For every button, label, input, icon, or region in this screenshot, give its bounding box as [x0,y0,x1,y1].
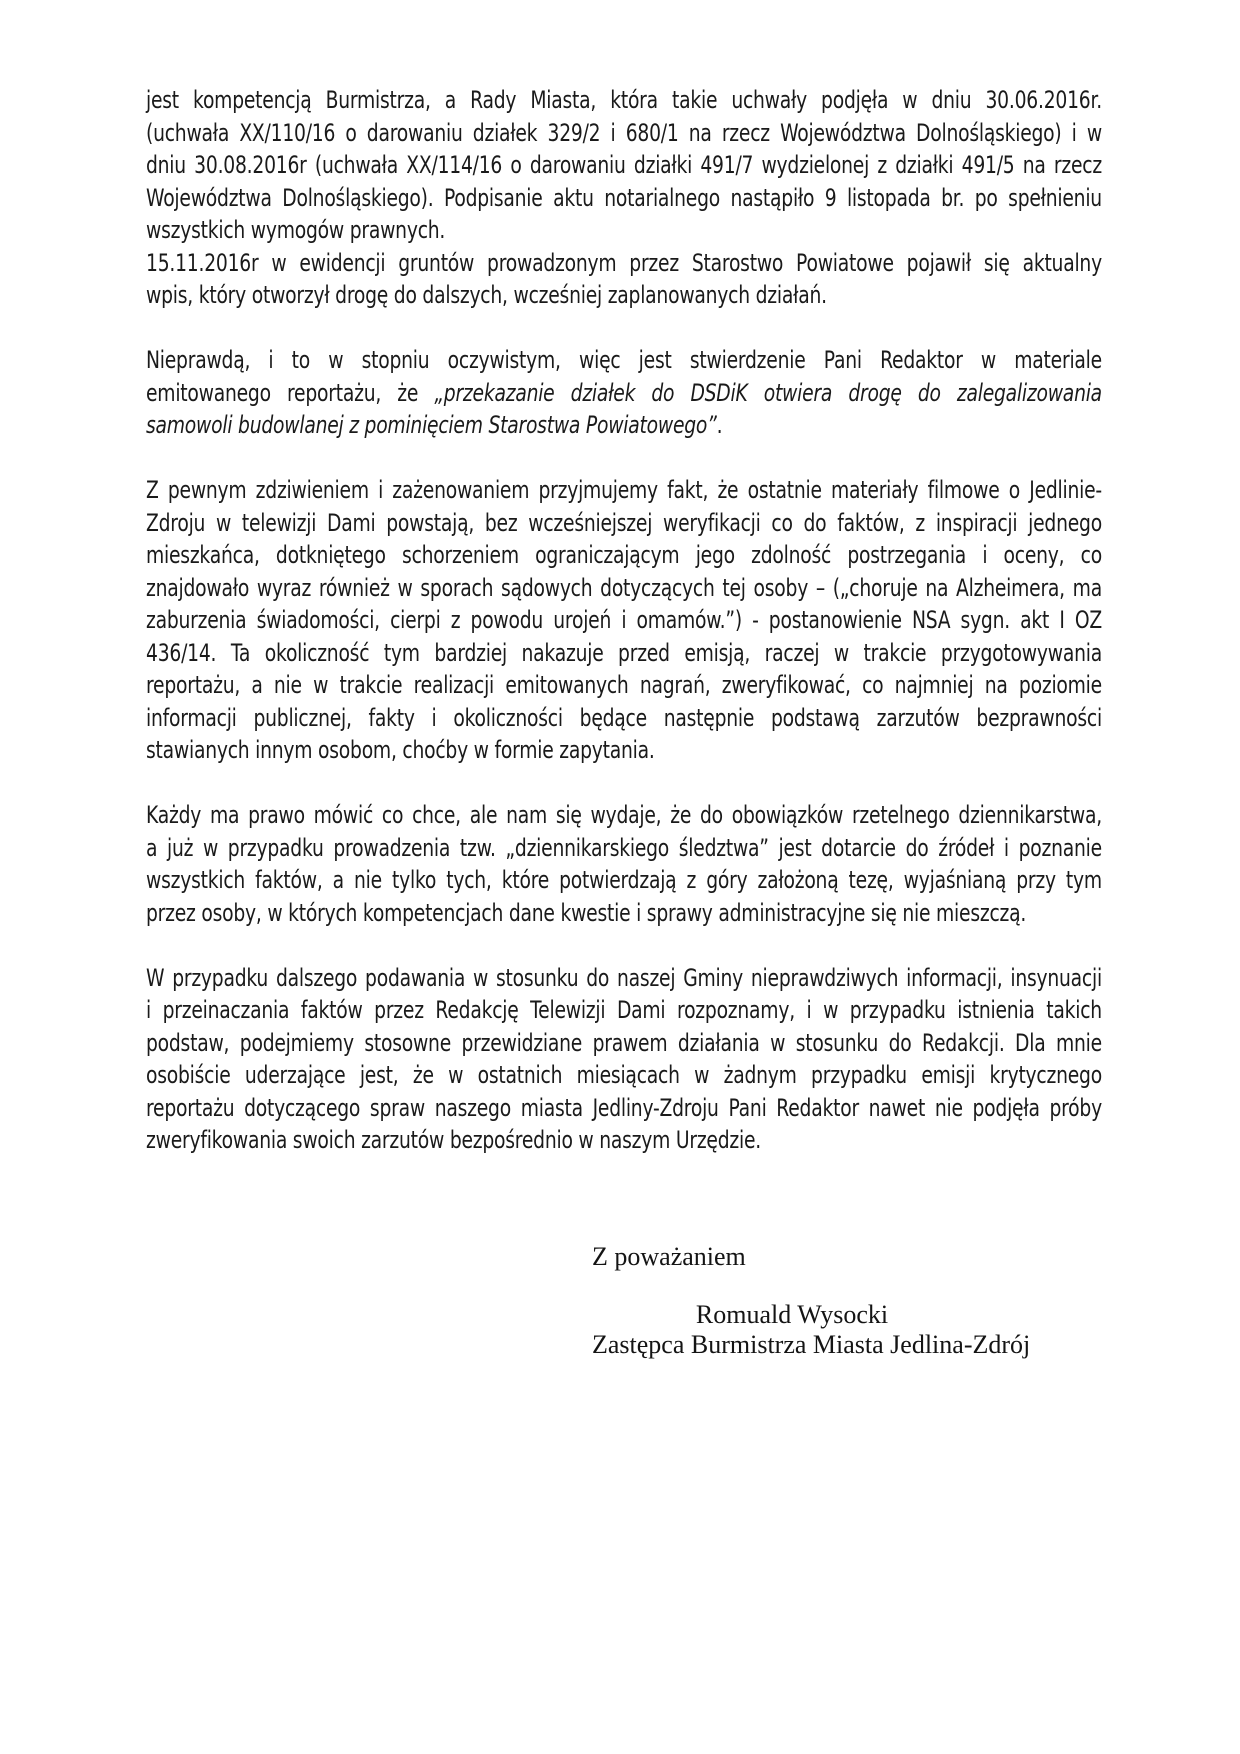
text-line [146,864,1102,897]
text-line [146,279,1102,312]
text-line [146,507,1102,540]
text-segment: emitowanego reportażu, że [146,378,435,407]
signatory-title: Zastępca Burmistrza Miasta Jedlina-Zdrój [592,1330,1031,1359]
text-line [146,344,1102,377]
text-line [146,702,1102,735]
text-segment: zweryfikowania swoich zarzutów bezpośrednio w naszym Urzędzie. [146,1126,762,1154]
paragraph [146,84,1102,247]
text-segment: Każdy ma prawo mówić co chce, ale nam się wydaje, że do obowiązków rzetelnego dziennikarstwa, [146,801,1102,829]
paragraph [146,962,1102,1157]
closing-salutation: Z poważaniem [592,1242,746,1271]
text-segment: stawianych innym osobom, choćby w formie zapytania. [146,736,655,764]
text-segment: wszystkich wymogów prawnych. [146,216,446,244]
text-line [146,182,1102,215]
text-line [146,474,1102,507]
text-line [146,1059,1102,1092]
text-segment: jest kompetencją Burmistrza, a Rady Miasta, która takie uchwały podjęła w dniu 30.06.2016r. [146,86,1102,114]
text-segment: i przeinaczania faktów przez Redakcję Telewizji Dami rozpoznamy, i w przypadku istnienia takich [146,996,1102,1024]
text-line [146,84,1102,117]
text-segment: 15.11.2016r w ewidencji gruntów prowadzonym przez Starostwo Powiatowe pojawił się aktualny [146,248,1102,277]
text-segment: Województwa Dolnośląskiego). Podpisanie aktu notarialnego nastąpiło 9 listopada br. po spełnieniu [146,183,1102,212]
text-segment: reportażu, a nie w trakcie realizacji emitowanych nagrań, zweryfikować, co najmniej na poziomie [146,671,1102,699]
text-line [146,897,1102,930]
text-segment: wszystkich faktów, a nie tylko tych, które potwierdzają z góry założoną tezę, wyjaśnianą przy tym [146,866,1102,894]
quoted-italic-text: „przekazanie działek do DSDiK otwiera drogę do zalegalizowania [434,378,1102,407]
text-line [146,149,1102,182]
paragraph [146,799,1102,929]
text-line [146,962,1102,995]
text-line [146,539,1102,572]
text-segment: znajdowało wyraz również w sporach sądowych dotyczących tej osoby – („choruje na Alzheimera, ma [146,573,1102,602]
paragraph [146,247,1102,312]
text-line [146,572,1102,605]
text-segment: podstaw, podejmiemy stosowne przewidziane prawem działania w stosunku do Redakcji. Dla mnie [146,1028,1102,1057]
text-line [146,117,1102,150]
text-segment: informacji publicznej, fakty i okoliczności będące następnie podstawą zarzutów bezprawności [146,703,1102,732]
signature-block [592,1300,1031,1360]
text-segment: wpis, który otworzył drogę do dalszych, wcześniej zaplanowanych działań. [146,281,827,309]
text-line [146,247,1102,280]
text-line [146,409,1102,442]
text-segment: . [716,411,723,439]
text-line [146,1027,1102,1060]
text-segment: (uchwała XX/110/16 o darowaniu działek 329/2 i 680/1 na rzecz Województwa Dolnośląskiego) i w [146,118,1102,147]
text-segment: Nieprawdą, i to w stopniu oczywistym, więc jest stwierdzenie Pani Redaktor w materiale [146,346,1102,374]
text-line [146,1124,1102,1157]
text-line [146,377,1102,410]
text-segment: Zdroju w telewizji Dami powstają, bez wcześniejszej weryfikacji co do faktów, z inspiracji jednego [146,508,1102,537]
letter-body-text [146,84,1102,1157]
text-line [146,799,1102,832]
text-segment: reportażu dotyczącego spraw naszego miasta Jedliny-Zdroju Pani Redaktor nawet nie podjęła próby [146,1093,1102,1122]
letter-body [146,84,1102,1157]
text-line [146,832,1102,865]
text-segment: osobiście uderzające jest, że w ostatnich miesiącach w żadnym przypadku emisji krytycznego [146,1061,1102,1089]
paragraph [146,474,1102,767]
text-segment: dniu 30.08.2016r (uchwała XX/114/16 o darowaniu działki 491/7 wydzielonej z działki 491/5 na rzecz [146,151,1102,179]
text-line [146,734,1102,767]
text-segment: a już w przypadku prowadzenia tzw. „dziennikarskiego śledztwa” jest dotarcie do źródeł i poznanie [146,833,1102,862]
text-segment: przez osoby, w których kompetencjach dane kwestie i sprawy administracyjne się nie mieszczą. [146,898,1027,927]
signatory-name: Romuald Wysocki [695,1300,889,1329]
text-line [146,214,1102,247]
text-line [146,994,1102,1027]
text-line [146,604,1102,637]
text-segment: Z pewnym zdziwieniem i zażenowaniem przyjmujemy fakt, że ostatnie materiały filmowe o Jedlinie- [146,476,1102,504]
text-line [146,669,1102,702]
closing-block [592,1242,1031,1360]
text-line [146,1092,1102,1125]
text-segment: W przypadku dalszego podawania w stosunku do naszej Gminy nieprawdziwych informacji, insynuacji [146,963,1102,992]
text-line [146,637,1102,670]
quoted-italic-text: samowoli budowlanej z pominięciem Starostwa Powiatowego” [146,411,717,439]
text-segment: mieszkańca, dotkniętego schorzeniem ograniczającym jego zdolność postrzegania i oceny, co [146,541,1102,569]
paragraph [146,344,1102,442]
text-segment: 436/14. Ta okoliczność tym bardziej nakazuje przed emisją, raczej w trakcie przygotowywania [146,638,1102,667]
text-segment: zaburzenia świadomości, cierpi z powodu urojeń i omamów.”) - postanowienie NSA sygn. akt I OZ [146,606,1102,634]
